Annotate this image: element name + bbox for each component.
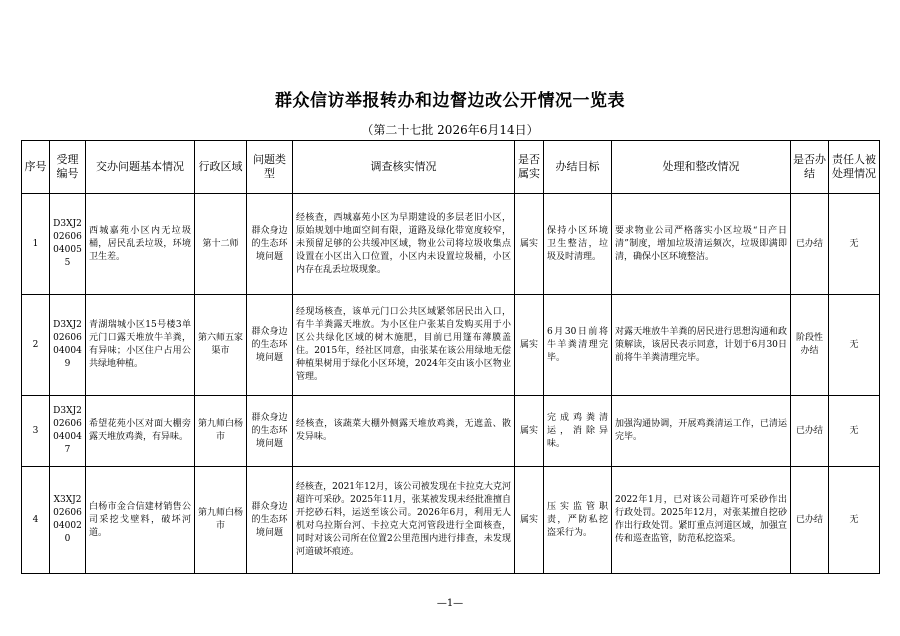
cell-id: X3XJ202606040020 xyxy=(50,467,86,574)
cell-region: 第九师白杨市 xyxy=(195,396,247,467)
table-row xyxy=(22,295,880,396)
cell-accountability: 无 xyxy=(829,194,880,295)
cell-goal: 完成鸡粪清运，消除异味。 xyxy=(544,396,612,467)
cell-issue: 西城嘉苑小区内无垃圾桶，居民乱丢垃圾，环境卫生差。 xyxy=(86,194,195,295)
cell-region: 第六师五家渠市 xyxy=(195,295,247,396)
cell-closed: 阶段性办结 xyxy=(791,295,829,396)
cell-handling: 要求物业公司严格落实小区垃圾“日产日清”制度，增加垃圾清运频次，垃圾即满即清，确保小区环境整洁。 xyxy=(612,194,791,295)
cell-closed: 已办结 xyxy=(791,194,829,295)
cell-id: D3XJ202606040049 xyxy=(50,295,86,396)
header-cell: 处理和整改情况 xyxy=(612,141,791,194)
cell-verified: 属实 xyxy=(515,295,544,396)
cell-investigation: 经核查，西城嘉苑小区为早期建设的多层老旧小区，原始规划中地面空间有限，道路及绿化带宽度较窄，未预留足够的公共缓冲区域，物业公司将垃圾收集点设置在小区出入口位置，小区内未设置垃圾桶，小区内存在乱丢垃圾现象。 xyxy=(293,194,515,295)
cell-type: 群众身边的生态环境问题 xyxy=(247,194,293,295)
table-row xyxy=(22,396,880,467)
cell-no: 3 xyxy=(22,396,50,467)
cell-verified: 属实 xyxy=(515,396,544,467)
cell-accountability: 无 xyxy=(829,295,880,396)
header-cell: 是否办结 xyxy=(791,141,829,194)
cell-investigation: 经核查，2021年12月，该公司被发现在卡拉克大克河超许可采砂。2025年11月，张某被发现未经批准擅自开挖砂石料，运送至该公司。2026年6月，利用无人机对乌拉斯台河、卡拉克大克河管段进行全面核查，同时对该公司所在位置2公里范围内进行排查，未发现河道破坏痕迹。 xyxy=(293,467,515,574)
header-cell: 问题类型 xyxy=(247,141,293,194)
header-cell: 行政区域 xyxy=(195,141,247,194)
cell-region: 第九师白杨市 xyxy=(195,467,247,574)
header-cell: 交办问题基本情况 xyxy=(86,141,195,194)
cell-id: D3XJ202606040055 xyxy=(50,194,86,295)
header-cell: 受理编号 xyxy=(50,141,86,194)
cell-goal: 保持小区环境卫生整洁，垃圾及时清理。 xyxy=(544,194,612,295)
cell-handling: 2022年1月，已对该公司超许可采砂作出行政处罚。2025年12月，对张某擅自挖砂作出行政处罚。紧盯重点河道区域，加强宣传和巡查监管，防范私挖盗采。 xyxy=(612,467,791,574)
table-row xyxy=(22,467,880,574)
cell-issue: 白杨市金合信建材销售公司采挖戈壁料，破坏河道。 xyxy=(86,467,195,574)
cell-handling: 对露天堆放牛羊粪的居民进行思想沟通和政策解读，该居民表示同意，计划于6月30日前将牛羊粪清理完毕。 xyxy=(612,295,791,396)
batch-subtitle: （第二十七批 2026年6月14日） xyxy=(361,123,539,137)
cell-handling: 加强沟通协调，开展鸡粪清运工作，已清运完毕。 xyxy=(612,396,791,467)
table-row xyxy=(22,194,880,295)
cell-region: 第十二师 xyxy=(195,194,247,295)
header-cell: 序号 xyxy=(22,141,50,194)
cell-investigation: 经现场核查，该单元门口公共区域紧邻居民出入口，有牛羊粪露天堆放。为小区住户张某自发购买用于小区公共绿化区域的树木施肥，目前已用篷布薄膜盖住。2015年，经社区同意，由张某在该公用绿地无偿种植果树用于绿化小区环境，2024年交由该小区物业管理。 xyxy=(293,295,515,396)
cell-goal: 6月30日前将牛羊粪清理完毕。 xyxy=(544,295,612,396)
complaints-table xyxy=(21,140,880,574)
cell-goal: 压实监管职责，严防私挖盗采行为。 xyxy=(544,467,612,574)
cell-type: 群众身边的生态环境问题 xyxy=(247,467,293,574)
cell-verified: 属实 xyxy=(515,467,544,574)
cell-type: 群众身边的生态环境问题 xyxy=(247,295,293,396)
cell-verified: 属实 xyxy=(515,194,544,295)
cell-accountability: 无 xyxy=(829,467,880,574)
cell-issue: 青湖瑞城小区15号楼3单元门口露天堆放牛羊粪，有异味；小区住户占用公共绿地种植。 xyxy=(86,295,195,396)
header-cell: 调查核实情况 xyxy=(293,141,515,194)
cell-id: D3XJ202606040047 xyxy=(50,396,86,467)
header-cell: 办结目标 xyxy=(544,141,612,194)
cell-closed: 已办结 xyxy=(791,396,829,467)
cell-investigation: 经核查，该蔬菜大棚外侧露天堆放鸡粪，无遮盖、散发异味。 xyxy=(293,396,515,467)
cell-type: 群众身边的生态环境问题 xyxy=(247,396,293,467)
header-cell: 责任人被处理情况 xyxy=(829,141,880,194)
cell-no: 4 xyxy=(22,467,50,574)
table-header-row xyxy=(22,141,880,194)
cell-issue: 希望花苑小区对面大棚旁露天堆放鸡粪，有异味。 xyxy=(86,396,195,467)
header-cell: 是否属实 xyxy=(515,141,544,194)
cell-no: 1 xyxy=(22,194,50,295)
page-title: 群众信访举报转办和边督边改公开情况一览表 xyxy=(275,91,625,111)
cell-closed: 已办结 xyxy=(791,467,829,574)
page-number: —1— xyxy=(436,598,464,609)
cell-no: 2 xyxy=(22,295,50,396)
cell-accountability: 无 xyxy=(829,396,880,467)
